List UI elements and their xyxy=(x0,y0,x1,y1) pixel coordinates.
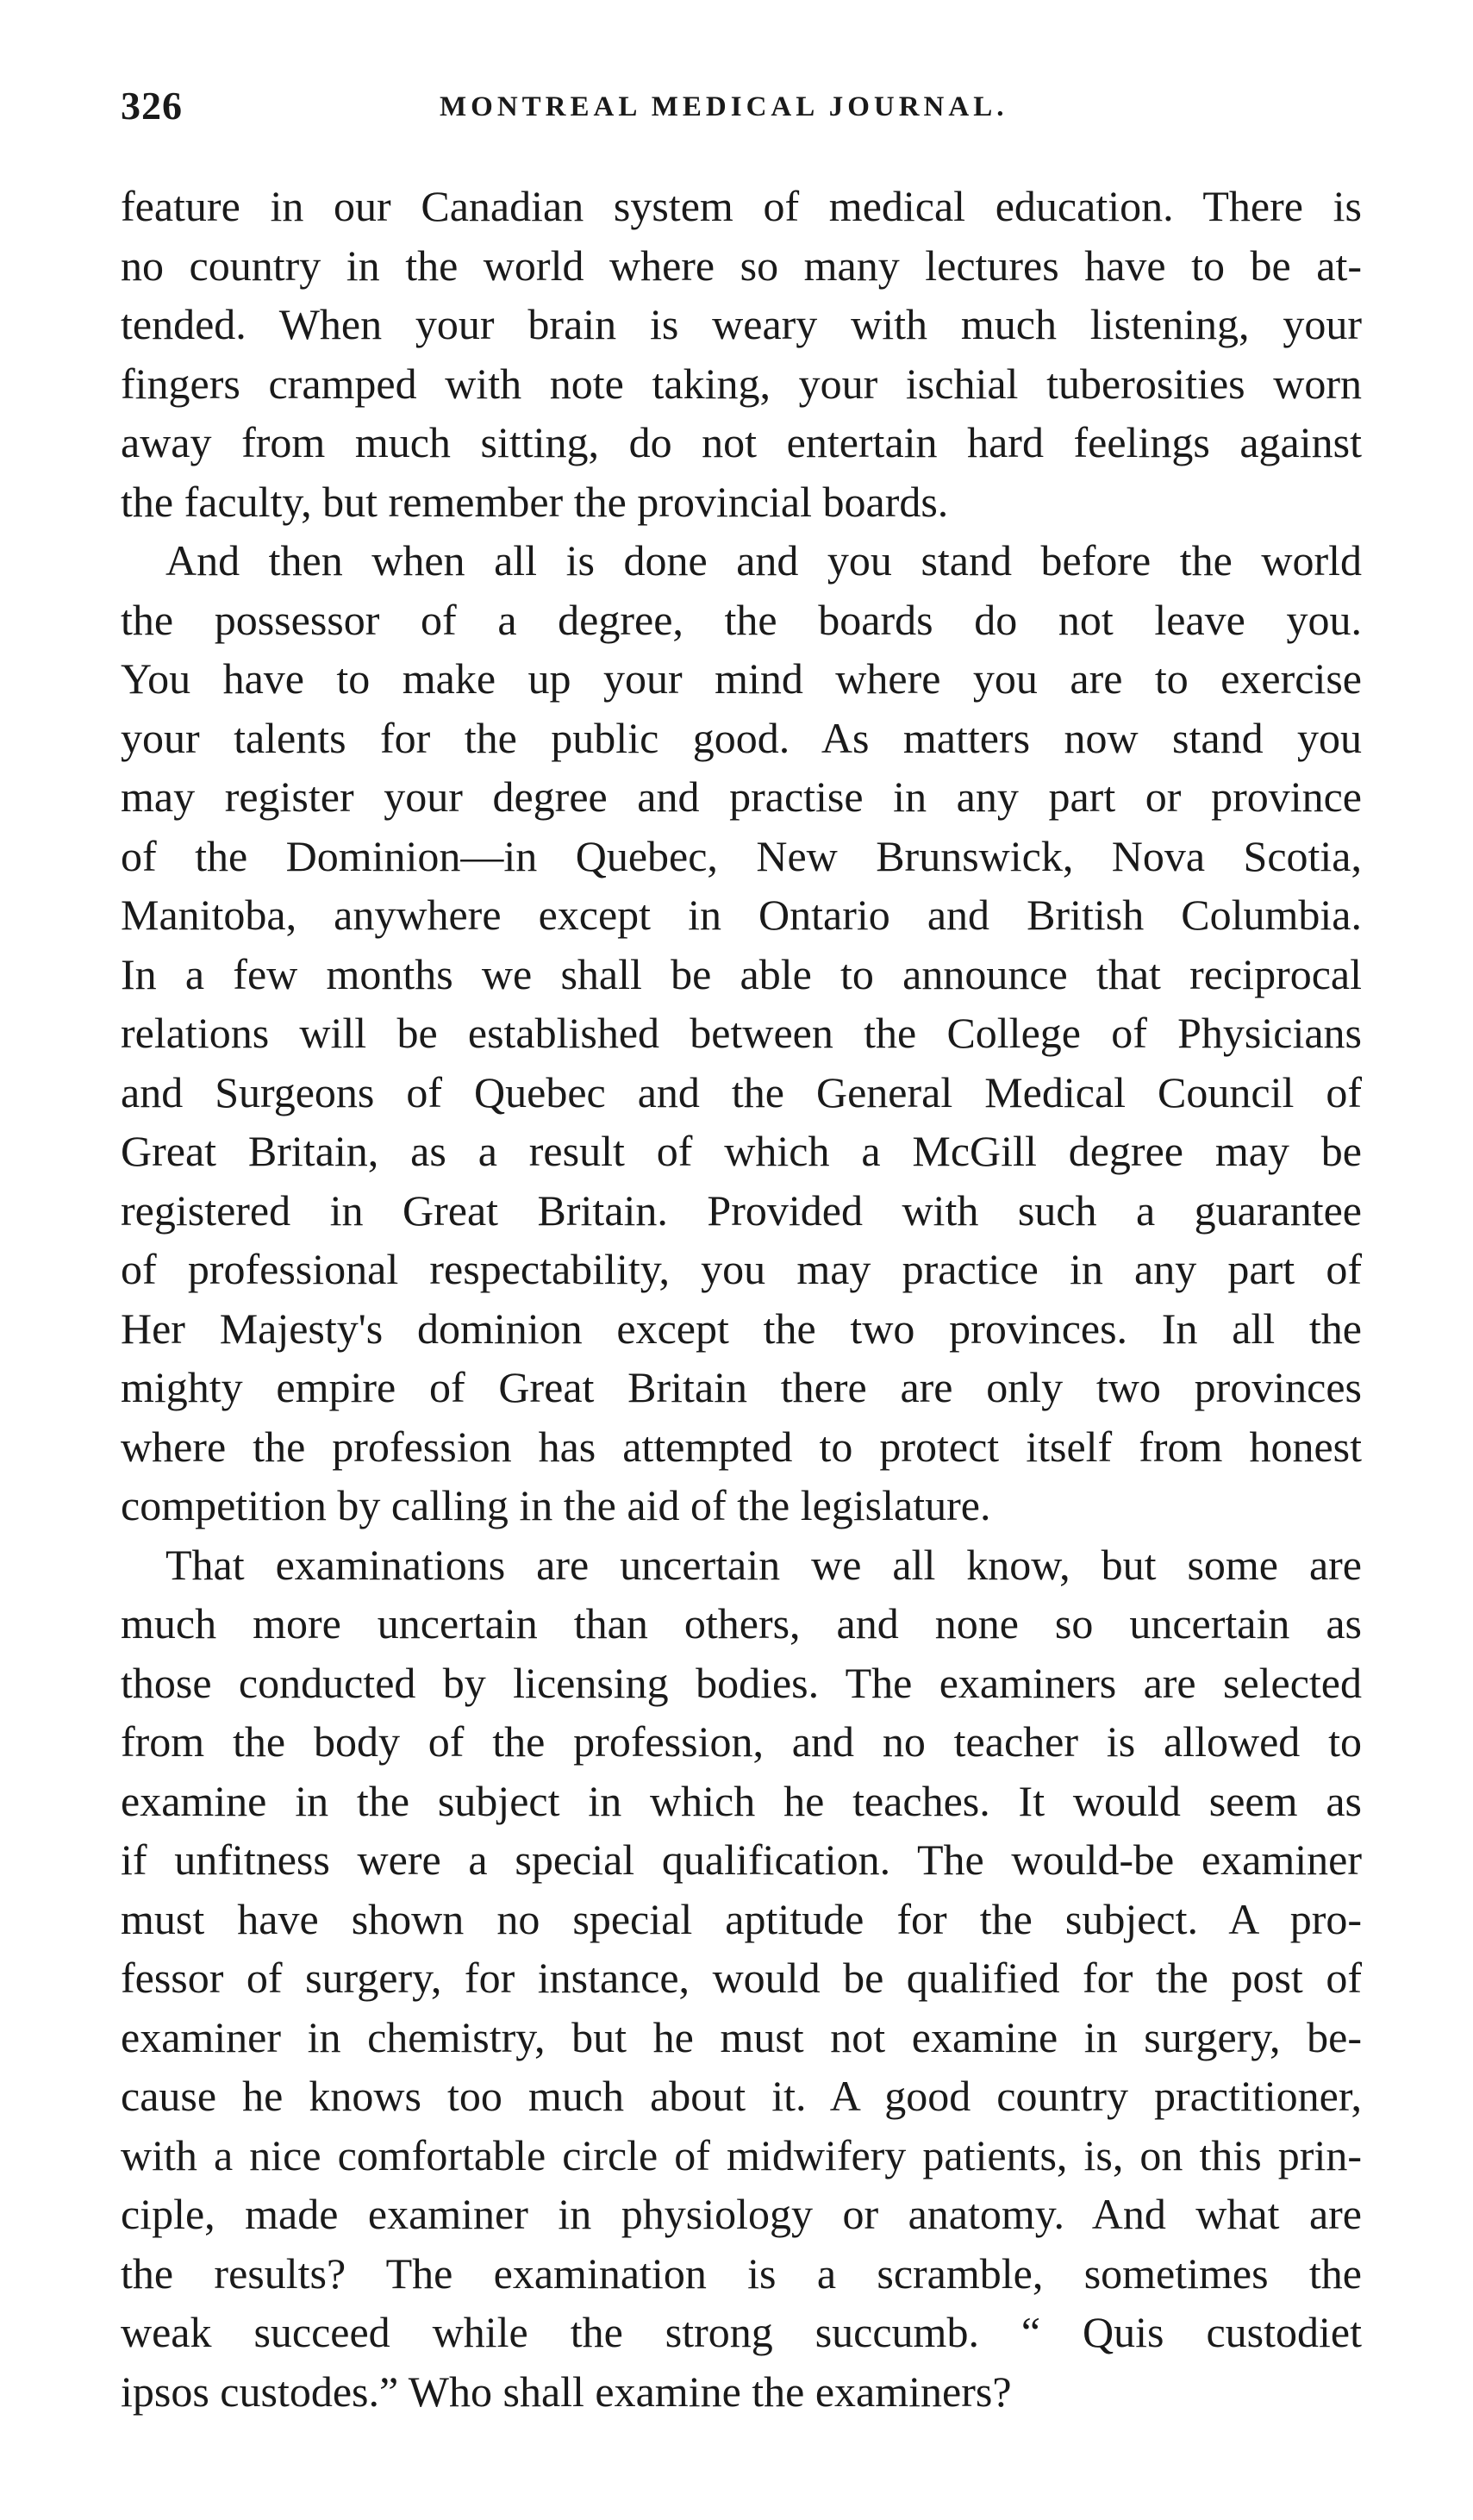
text-line: examine in the subject in which he teaches. It would seem as xyxy=(121,1776,1362,1825)
text-line: Great Britain, as a result of which a McGill degree may be xyxy=(121,1127,1362,1175)
text-line: cause he knows too much about it. A good country practitioner, xyxy=(121,2072,1362,2120)
text-line: feature in our Canadian system of medical education. There is xyxy=(121,182,1362,230)
text-line: must have shown no special aptitude for the subject. A pro- xyxy=(121,1894,1362,1943)
text-line: no country in the world where so many lectures have to be at- xyxy=(121,241,1362,290)
text-line: those conducted by licensing bodies. The examiners are selected xyxy=(121,1658,1362,1707)
page-number: 326 xyxy=(121,84,183,128)
text-line: relations will be established between the College of Physicians xyxy=(121,1009,1362,1057)
paragraph-1 xyxy=(121,177,1362,531)
text-line: the possessor of a degree, the boards do not leave you. xyxy=(121,595,1362,644)
text-line: That examinations are uncertain we all know, but some are xyxy=(165,1540,1362,1589)
text-line: Manitoba, anywhere except in Ontario and British Columbia. xyxy=(121,891,1362,939)
running-head: MONTREAL MEDICAL JOURNAL. xyxy=(440,91,1008,122)
text-line: ciple, made examiner in physiology or anatomy. And what are xyxy=(121,2190,1362,2238)
text-line: registered in Great Britain. Provided with such a guarantee xyxy=(121,1185,1362,1235)
body-text xyxy=(121,177,1362,2421)
text-line: You have to make up your mind where you are to exercise xyxy=(121,654,1362,703)
paragraph-2 xyxy=(121,531,1362,1535)
text-line: if unfitness were a special qualification. The would-be examiner xyxy=(121,1835,1362,1884)
text-line: and Surgeons of Quebec and the General Medical Council of xyxy=(121,1067,1362,1116)
text-line: In a few months we shall be able to announce that reciprocal xyxy=(121,949,1362,998)
text-line: the faculty, but remember the provincial boards. xyxy=(121,477,949,526)
text-line: with a nice comfortable circle of midwifery patients, is, on this prin- xyxy=(121,2130,1362,2179)
text-line: much more uncertain than others, and none so uncertain as xyxy=(121,1599,1362,1648)
text-line: from the body of the profession, and no teacher is allowed to xyxy=(121,1717,1362,1766)
page-header xyxy=(121,83,1362,152)
text-line: the results? The examination is a scramble, sometimes the xyxy=(121,2248,1362,2298)
text-line: fingers cramped with note taking, your ischial tuberosities worn xyxy=(121,359,1362,408)
text-line: may register your degree and practise in any part or province xyxy=(121,772,1362,821)
text-line: away from much sitting, do not entertain hard feelings against xyxy=(121,418,1362,466)
text-line: your talents for the public good. As matters now stand you xyxy=(121,713,1362,762)
text-line: fessor of surgery, for instance, would be qualified for the post of xyxy=(121,1954,1362,2002)
text-line: competition by calling in the aid of the legislature. xyxy=(121,1481,991,1529)
text-line: where the profession has attempted to protect itself from honest xyxy=(121,1422,1362,1471)
text-line: ipsos custodes.” Who shall examine the examiners? xyxy=(121,2367,1012,2416)
text-line: of the Dominion—in Quebec, New Brunswick, Nova Scotia, xyxy=(121,831,1362,880)
text-line: Her Majesty's dominion except the two provinces. In all the xyxy=(121,1304,1362,1353)
text-line: weak succeed while the strong succumb. “ Quis custodiet xyxy=(121,2308,1362,2356)
paragraph-3 xyxy=(121,1535,1362,2422)
text-line: mighty empire of Great Britain there are only two provinces xyxy=(121,1363,1362,1411)
text-line: And then when all is done and you stand before the world xyxy=(165,536,1362,585)
text-line: examiner in chemistry, but he must not examine in surgery, be- xyxy=(121,2012,1362,2061)
text-line: of professional respectability, you may practice in any part of xyxy=(121,1245,1362,1293)
text-line: tended. When your brain is weary with much listening, your xyxy=(121,300,1362,348)
